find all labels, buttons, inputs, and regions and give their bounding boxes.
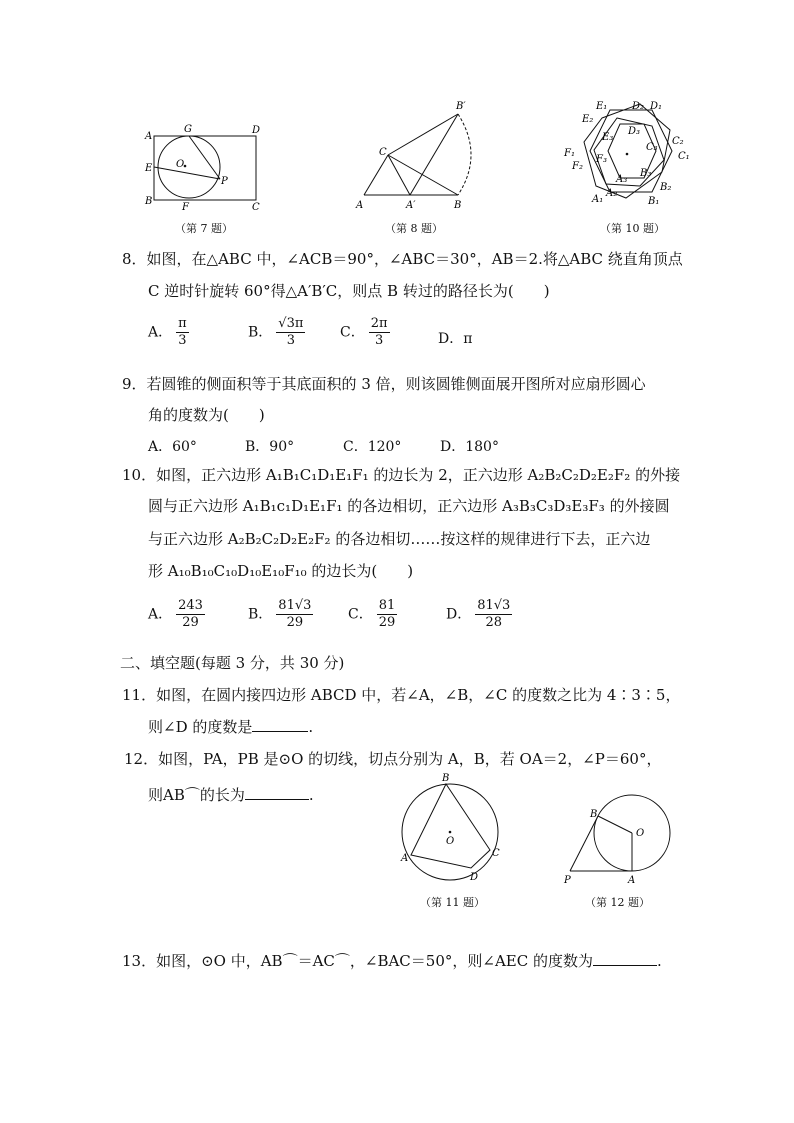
- fig11-label-o: O: [446, 836, 455, 847]
- q8-option-a-den: 3: [178, 333, 187, 348]
- fig7-label-f: F: [182, 202, 189, 212]
- q11-line-2-post: .: [308, 718, 314, 736]
- q10-line-2: 圆与正六边形 A₁B₁c₁D₁E₁F₁ 的各边相切，正六边形 A₃B₃C₃D₃E₃F₃ 的外接圆: [148, 497, 670, 515]
- q8-option-d[interactable]: [438, 328, 472, 348]
- fig10-label-a3: A₃: [616, 174, 628, 185]
- fig7-label-d: D: [252, 125, 261, 136]
- fig10-label-c1: C₁: [678, 151, 690, 162]
- fig12-label-a: A: [628, 875, 636, 886]
- q10-option-a-num: 243: [178, 598, 203, 613]
- q9-option-c[interactable]: C．120°: [343, 439, 402, 455]
- figure-10-caption: （第 10 题）: [600, 222, 665, 235]
- fig7-label-p: P: [221, 176, 228, 187]
- fig11-label-b: B: [442, 773, 450, 784]
- q10-option-b[interactable]: [248, 598, 313, 631]
- q8-line-1: 8．如图，在△ABC 中，∠ACB＝90°，∠ABC＝30°，AB＝2.将△ABC 绕直角顶点: [122, 250, 683, 268]
- section-2-heading: 二、填空题(每题 3 分，共 30 分): [120, 654, 345, 672]
- q10-option-b-fraction: [276, 598, 313, 631]
- fig10-label-b1: B₁: [648, 196, 660, 207]
- q11-answer-blank[interactable]: [252, 717, 308, 732]
- q12-line-2-pre: 则AB⌒的长为: [148, 786, 245, 804]
- q10-option-d-num: 81√3: [477, 598, 511, 613]
- fig10-label-a2: A₂: [606, 188, 618, 199]
- figure-7-caption: （第 7 题）: [175, 222, 233, 235]
- q8-option-b-den: 3: [286, 333, 295, 348]
- q10-option-a-den: 29: [182, 615, 199, 630]
- q10-line-4: 形 A₁₀B₁₀C₁₀D₁₀E₁₀F₁₀ 的边长为( ): [148, 562, 414, 580]
- q10-option-b-letter: B．: [248, 606, 273, 623]
- q8-option-d-letter: D．: [438, 331, 464, 347]
- q12-line-1: 12．如图，PA，PB 是⊙O 的切线，切点分别为 A，B，若 OA＝2，∠P＝60°，: [124, 750, 662, 768]
- q10-line-1: 10．如图，正六边形 A₁B₁C₁D₁E₁F₁ 的边长为 2，正六边形 A₂B₂C₂D₂E₂F₂ 的外接: [122, 466, 681, 484]
- fig10-label-d3: D₃: [628, 126, 641, 137]
- q9-option-a[interactable]: A．60°: [148, 439, 197, 455]
- fig7-label-e: E: [145, 163, 153, 174]
- q13-line-1-pre: 13．如图，⊙O 中，AB⌒＝AC⌒，∠BAC＝50°，则∠AEC 的度数为: [122, 952, 593, 970]
- q10-option-b-den: 29: [286, 615, 304, 630]
- q10-option-d-letter: D．: [446, 606, 472, 623]
- q11-line-2-pre: 则∠D 的度数是: [148, 718, 253, 736]
- fig7-label-c: C: [252, 202, 260, 212]
- fig10-label-f3: F₃: [596, 154, 607, 165]
- q10-option-a-fraction: [176, 598, 205, 631]
- q10-option-b-num: 81√3: [278, 598, 312, 613]
- q9-option-b[interactable]: B．90°: [245, 439, 295, 455]
- fig10-label-c3: C₃: [646, 142, 658, 153]
- q12-answer-blank[interactable]: [245, 785, 309, 800]
- fig11-label-c: C: [492, 848, 500, 859]
- figure-11-caption: （第 11 题）: [420, 896, 485, 909]
- fig10-label-c2: C₂: [672, 136, 684, 147]
- q13-line-1: [122, 950, 662, 972]
- q8-option-c[interactable]: [340, 316, 390, 349]
- q8-option-a[interactable]: [148, 316, 189, 349]
- fig7-label-o: O: [176, 159, 185, 170]
- q12-line-2-post: .: [308, 786, 314, 804]
- fig10-label-b3: B₃: [640, 168, 652, 179]
- q10-option-c-den: 29: [378, 615, 396, 630]
- q10-option-d-den: 28: [485, 615, 503, 630]
- q8-option-a-fraction: [176, 316, 189, 349]
- q8-option-b[interactable]: [248, 316, 305, 349]
- q10-option-a-letter: A．: [148, 606, 173, 623]
- q10-option-a[interactable]: [148, 598, 205, 631]
- fig10-label-a1: A₁: [592, 194, 604, 205]
- q8-option-c-den: 3: [374, 333, 384, 348]
- fig10-label-d2: D₂: [632, 101, 645, 112]
- fig7-label-a: A: [145, 131, 153, 142]
- q8-line-2: C 逆时针旋转 60°得△A′B′C，则点 B 转过的路径长为( ): [148, 282, 550, 300]
- fig8-label-bprime: B′: [456, 101, 466, 112]
- q8-option-c-fraction: [369, 316, 390, 349]
- q10-option-d[interactable]: [446, 598, 512, 631]
- fig11-label-d: D: [470, 872, 479, 883]
- figure-8: [350, 98, 480, 214]
- q8-option-a-letter: A．: [148, 324, 173, 341]
- fig10-label-e2: E₂: [582, 114, 594, 125]
- q13-line-1-post: .: [656, 952, 662, 970]
- q9-option-d[interactable]: D．180°: [440, 439, 499, 455]
- fig8-label-c: C: [379, 147, 387, 158]
- q13-answer-blank[interactable]: [593, 951, 657, 966]
- fig10-label-f2: F₂: [572, 161, 583, 172]
- q11-line-1: 11．如图，在圆内接四边形 ABCD 中，若∠A，∠B，∠C 的度数之比为 4∶3∶5，: [122, 686, 681, 704]
- q8-option-d-text: π: [463, 331, 473, 347]
- q10-line-3: 与正六边形 A₂B₂C₂D₂E₂F₂ 的各边相切……按这样的规律进行下去，正六边: [148, 530, 651, 548]
- q10-option-c-letter: C．: [348, 606, 373, 623]
- q9-line-2: 角的度数为( ): [148, 406, 265, 424]
- fig8-label-aprime: A′: [406, 200, 416, 211]
- fig10-label-e3: E₃: [602, 132, 614, 143]
- figure-12-caption: （第 12 题）: [585, 896, 650, 909]
- q10-option-c-num: 81: [378, 598, 396, 613]
- q8-option-b-num: √3π: [278, 316, 304, 331]
- q9-line-1: 9．若圆锥的侧面积等于其底面积的 3 倍，则该圆锥侧面展开图所对应扇形圆心: [122, 375, 646, 393]
- fig10-label-d1: D₁: [650, 101, 663, 112]
- fig12-label-p: P: [564, 875, 571, 886]
- q12-line-2: [148, 784, 314, 806]
- q10-option-d-fraction: [475, 598, 512, 631]
- fig7-label-g: G: [184, 124, 192, 135]
- fig10-label-e1: E₁: [596, 101, 608, 112]
- figure-7: [140, 122, 270, 212]
- fig10-label-b2: B₂: [660, 182, 672, 193]
- q8-option-c-num: 2π: [370, 316, 388, 331]
- q8-option-a-num: π: [178, 316, 187, 331]
- fig7-label-b: B: [145, 196, 153, 207]
- fig8-label-b: B: [454, 200, 462, 211]
- fig12-label-o: O: [636, 828, 645, 839]
- q10-option-c-fraction: [377, 598, 398, 631]
- fig8-label-a: A: [356, 200, 364, 211]
- figure-11: [396, 770, 508, 886]
- fig12-label-b: B: [590, 809, 598, 820]
- figure-10: [560, 98, 700, 213]
- figure-12: [560, 790, 692, 886]
- q10-option-c[interactable]: [348, 598, 397, 631]
- q8-option-b-letter: B．: [248, 324, 273, 341]
- fig10-label-f1: F₁: [564, 148, 575, 159]
- q8-option-c-letter: C．: [340, 324, 365, 341]
- q8-option-b-fraction: [276, 316, 305, 349]
- fig11-label-a: A: [401, 853, 409, 864]
- figure-8-caption: （第 8 题）: [385, 222, 443, 235]
- q11-line-2: [148, 716, 313, 738]
